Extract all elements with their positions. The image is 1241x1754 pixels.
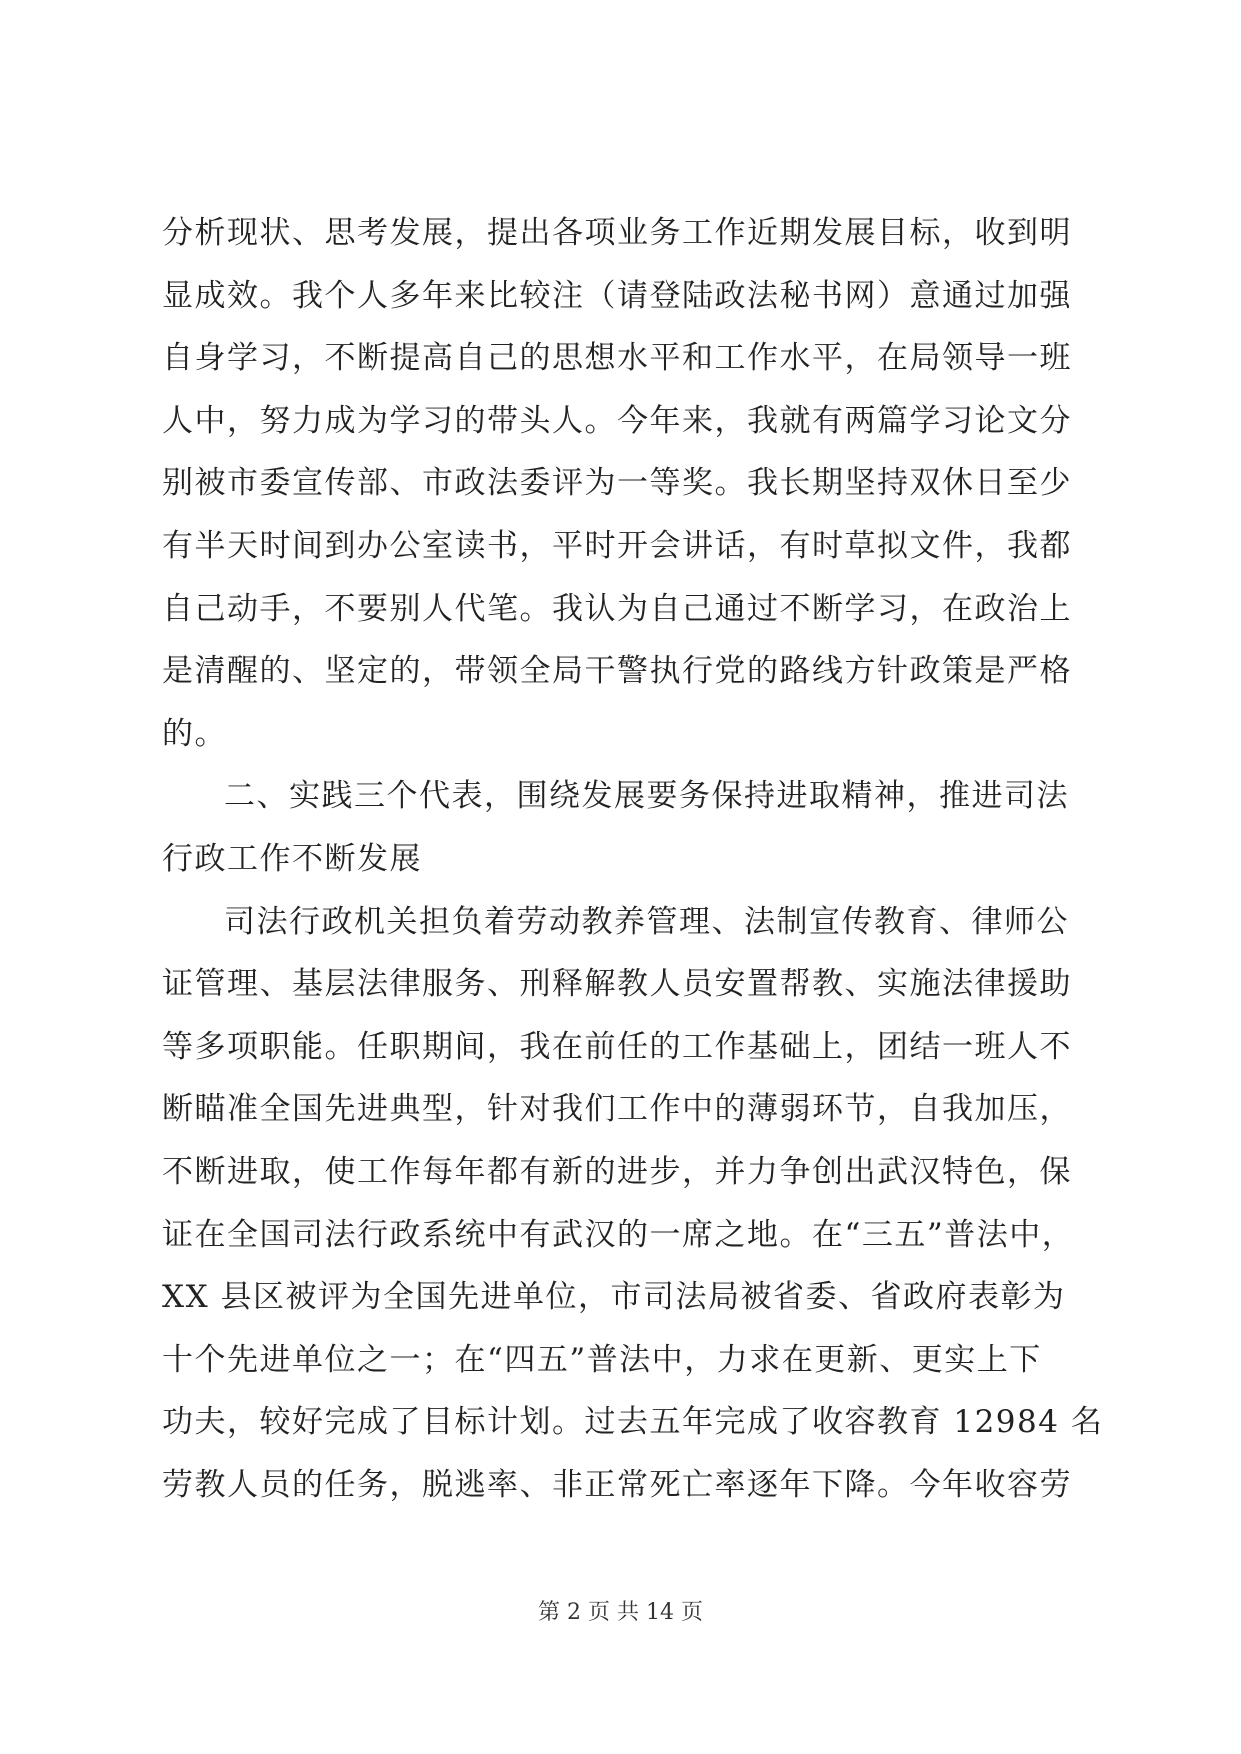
text-line: 是清醒的、坚定的，带领全局干警执行党的路线方针政策是严格 bbox=[162, 653, 1072, 690]
text-line: 十个先进单位之一；在“四五”普法中，力求在更新、更实上下 bbox=[162, 1341, 1042, 1378]
text-line: 证管理、基层法律服务、刑释解教人员安置帮教、实施法律援助 bbox=[162, 966, 1072, 1003]
text-line: 劳教人员的任务，脱逃率、非正常死亡率逐年下降。今年收容劳 bbox=[162, 1466, 1072, 1503]
section-heading-line: 行政工作不断发展 bbox=[162, 840, 422, 877]
text-line: 分析现状、思考发展，提出各项业务工作近期发展目标，收到明 bbox=[162, 215, 1072, 251]
document-body bbox=[162, 202, 1104, 1516]
text-line: 自己动手，不要别人代笔。我认为自己通过不断学习，在政治上 bbox=[162, 590, 1072, 627]
text-line: 等多项职能。任职期间，我在前任的工作基础上，团结一班人不 bbox=[162, 1028, 1072, 1065]
text-line: 的。 bbox=[162, 715, 227, 752]
text-line: 显成效。我个人多年来比较注（请登陆政法秘书网）意通过加强 bbox=[162, 277, 1072, 314]
text-line: 司法行政机关担负着劳动教养管理、法制宣传教育、律师公 bbox=[224, 903, 1069, 940]
text-line: 人中，努力成为学习的带头人。今年来，我就有两篇学习论文分 bbox=[162, 402, 1072, 439]
text-line: 自身学习，不断提高自己的思想水平和工作水平，在局领导一班 bbox=[162, 340, 1072, 377]
text-line: 断瞄准全国先进典型，针对我们工作中的薄弱环节，自我加压， bbox=[162, 1091, 1072, 1128]
text-line: 功夫，较好完成了目标计划。过去五年完成了收容教育 12984 名 bbox=[162, 1404, 1104, 1441]
text-line: 有半天时间到办公室读书，平时开会讲话，有时草拟文件，我都 bbox=[162, 527, 1072, 564]
page-number-footer: 第 2 页 共 14 页 bbox=[538, 1600, 703, 1625]
text-line: 不断进取，使工作每年都有新的进步，并力争创出武汉特色，保 bbox=[162, 1153, 1072, 1190]
section-heading-line: 二、实践三个代表，围绕发展要务保持进取精神，推进司法 bbox=[224, 778, 1069, 815]
text-line: 证在全国司法行政系统中有武汉的一席之地。在“三五”普法中， bbox=[162, 1216, 1075, 1253]
text-line: 别被市委宣传部、市政法委评为一等奖。我长期坚持双休日至少 bbox=[162, 465, 1072, 502]
text-line: XX 县区被评为全国先进单位，市司法局被省委、省政府表彰为 bbox=[162, 1279, 1066, 1316]
